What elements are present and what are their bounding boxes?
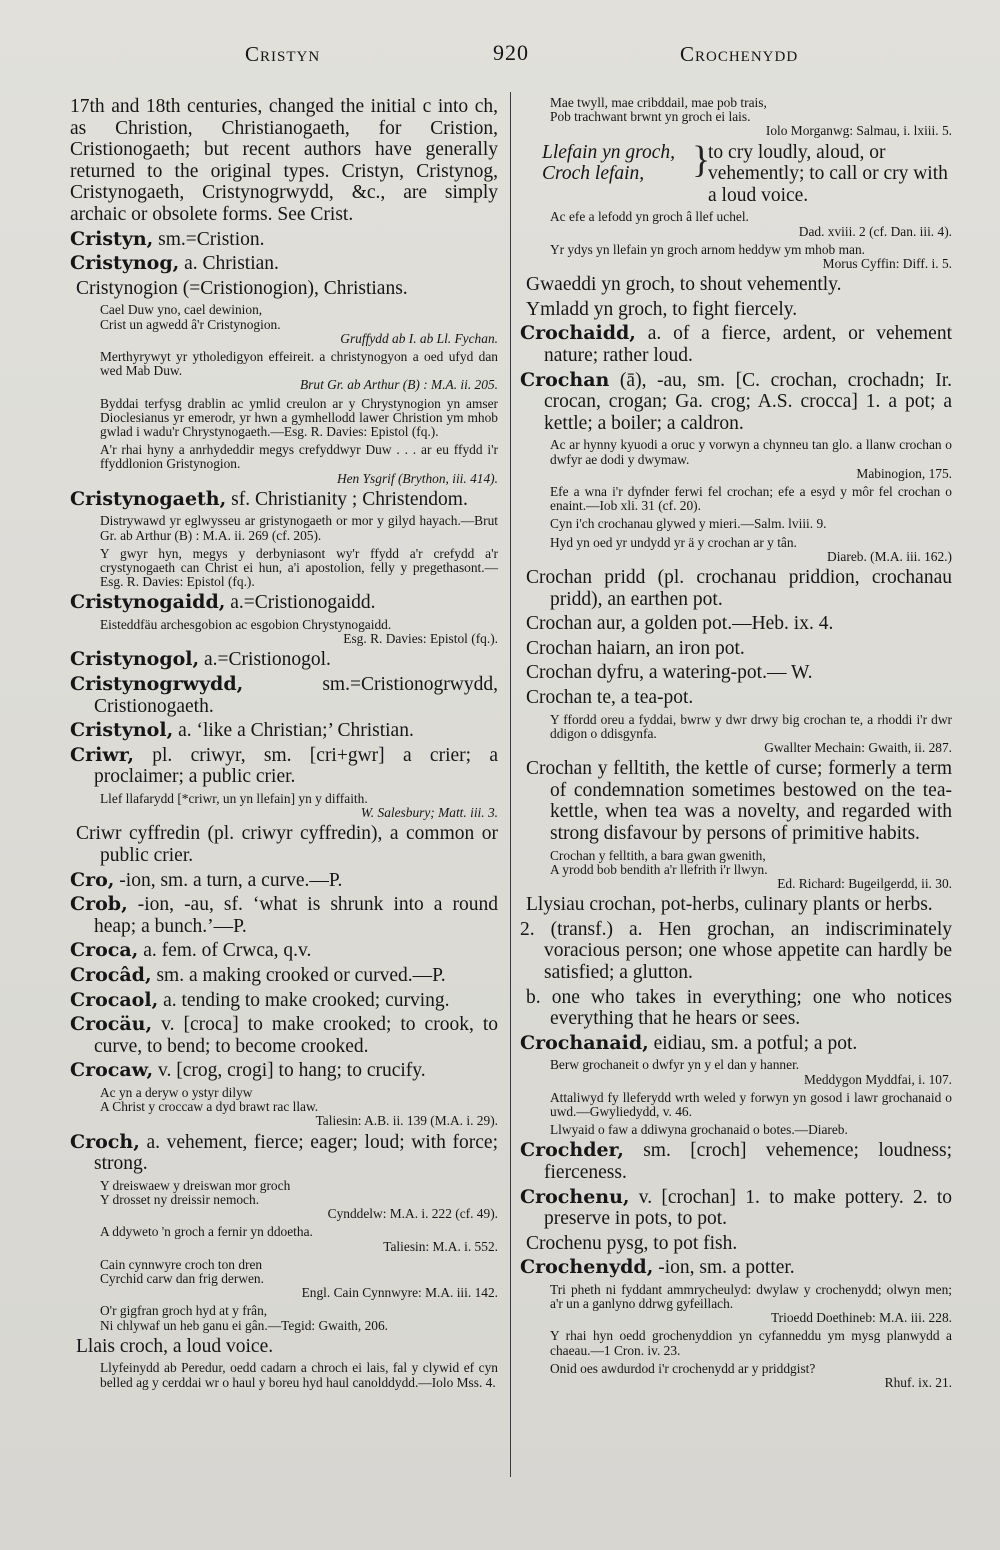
definition: sm.=Cristion.	[158, 228, 265, 250]
headword: Cristynog,	[70, 252, 180, 275]
definition: v. [crog, crogi] to hang; to crucify.	[157, 1060, 426, 1082]
subentry: Crochan dyfru, a watering-pot.— W.	[526, 662, 813, 684]
definition: a. of a fierce, ardent, or vehement nature; rather loud.	[544, 323, 952, 366]
headword: Crochanaid,	[520, 1031, 649, 1054]
citation-source: Iolo Morganwg: Salmau, i. lxiii. 5.	[765, 123, 952, 139]
citation-source: Dad. xviii. 2 (cf. Dan. iii. 4).	[798, 223, 952, 239]
citation: Ac ar hynny kyuodi a oruc y vorwyn a chynneu tan glo. a llanw crochan o dwfyr ae dodi y dwymaw. Mabinogion, 175.	[550, 437, 952, 481]
entry	[70, 990, 498, 1012]
citation: Cael Duw yno, cael dewinion, Crist un agwedd â'r Cristynogion. Gruffydd ab I. ab Ll. Fychan.	[100, 302, 498, 346]
subentry: Crochan haiarn, an iron pot.	[526, 637, 745, 659]
citation: Attaliwyd fy lleferydd wrth weled y forwyn yn gosod i lawr grochanaid o uwd.—Gwyliedydd, v. 46.	[550, 1089, 952, 1119]
citation: Eisteddfäu archesgobion ac esgobion Chrystynogaidd. Esg. R. Davies: Epistol (fq.).	[100, 616, 498, 647]
subentry: Crochan y felltith, the kettle of curse; formerly a term of condemnation sometimes bestowed on the tea-kettle, when tea was a novelty, and regarded with strong disfavour by persons of primitive habits.	[526, 758, 952, 844]
entry	[520, 370, 952, 435]
headword: Cristynogrwydd,	[70, 672, 244, 695]
citation: A'r rhai hyny a anrhydeddir megys crefyddwyr Duw . . . ar eu ffydd i'r ffyddlonion Gristynogion. Hen Ysgrif (Brython, iii. 414).	[100, 442, 498, 486]
headword: Crochenydd,	[520, 1256, 654, 1279]
headword: Crochder,	[520, 1139, 624, 1162]
citation: Cyn i'ch crochanau glywed y mieri.—Salm. lviii. 9.	[550, 516, 827, 532]
citation-source: Taliesin: M.A. i. 552.	[383, 1238, 498, 1254]
running-header	[0, 38, 1000, 78]
entry	[70, 720, 498, 742]
citation: Y dreiswaew y dreiswan mor groch Y drosset ny dreissir nemoch. Cynddelw: M.A. i. 222 (cf. 49).	[100, 1177, 498, 1222]
headword: Crochaidd,	[520, 322, 636, 345]
subentry: Crochan te, a tea-pot.	[526, 686, 694, 708]
headword: Crocaol,	[70, 988, 159, 1011]
definition: -ion, -au, sf. ‘what is shrunk into a round heap; a bunch.’—P.	[94, 894, 498, 937]
citation: Y ffordd oreu a fyddai, bwrw y dwr drwy big crochan te, a rhoddi i'r dwr ddigon o ddisgynfa. Gwallter Mechain: Gwaith, ii. 287.	[550, 711, 952, 755]
definition: a.=Cristionogol.	[204, 649, 331, 671]
lettered-sense: b. one who takes in everything; one who notices everything that he hears or sees.	[526, 986, 952, 1030]
headword: Cristynogaidd,	[70, 591, 226, 614]
definition: sm. [croch] vehemence; loudness; fierceness.	[544, 1140, 953, 1183]
citation: Ac yn a deryw o ystyr dilyw A Christ y croccaw a dyd brawt rac llaw. Taliesin: A.B. ii. 139 (M.A. i. 29).	[100, 1084, 498, 1129]
headword: Crochenu,	[520, 1185, 630, 1208]
definition: eidiau, sm. a potful; a pot.	[653, 1032, 858, 1054]
entry	[70, 965, 498, 987]
entry	[70, 229, 498, 251]
definition: a. ‘like a Christian;’ Christian.	[178, 720, 414, 742]
headword: Cristynol,	[70, 719, 174, 742]
definition: -ion, sm. a turn, a curve.—P.	[119, 869, 343, 891]
entry	[520, 1140, 952, 1183]
entry	[70, 745, 498, 788]
header-left-guideword: Cristyn	[245, 42, 321, 66]
bracketed-subentry	[520, 138, 952, 207]
citation: Distrywawd yr eglwysseu ar gristynogaeth or mor y gilyd hayach.—Brut Gr. ab Arthur (B) : M.A. ii. 269 (cf. 205).	[100, 513, 498, 543]
citation: Llwyaid o faw a ddiwyna grochanaid o botes.—Diareb.	[550, 1122, 848, 1138]
headword: Croca,	[70, 939, 139, 962]
headword: Crocâd,	[70, 963, 152, 986]
entry	[520, 1187, 952, 1230]
definition: sm. a making crooked or curved.—P.	[156, 964, 446, 986]
subentry: Crochenu pysg, to pot fish.	[526, 1232, 738, 1254]
citation: Y rhai hyn oedd grochenyddion yn cyfanneddu ym mysg planwydd a chaeau.—1 Cron. iv. 23.	[550, 1328, 952, 1358]
citation-source: Diareb. (M.A. iii. 162.)	[827, 548, 952, 564]
citation-source: Esg. R. Davies: Epistol (fq.).	[343, 631, 498, 647]
definition: v. [crochan] 1. to make pottery. 2. to preserve in pots, to pot.	[544, 1186, 952, 1230]
headword: Crocäu,	[70, 1013, 153, 1036]
citation: Berw grochaneit o dwfyr yn y el dan y hanner. Meddygon Myddfai, i. 107.	[550, 1057, 952, 1087]
header-right-guideword: Crochenydd	[680, 42, 799, 66]
entry	[70, 870, 498, 892]
headword: Cristynogaeth,	[70, 487, 227, 510]
headword: Cristynogol,	[70, 648, 200, 671]
citation: O'r gigfran groch hyd at y frân, Ni chlywaf un heb ganu ei gân.—Tegid: Gwaith, 206.	[100, 1303, 389, 1333]
brace-icon: }	[692, 138, 711, 181]
citation-source: Gwallter Mechain: Gwaith, ii. 287.	[764, 739, 952, 755]
citation-source: W. Salesbury; Matt. iii. 3.	[360, 805, 498, 821]
definition: a. fem. of Crwca, q.v.	[143, 940, 312, 962]
entry	[70, 253, 498, 275]
entry	[70, 649, 498, 671]
definition: sf. Christianity ; Christendom.	[231, 488, 468, 510]
citation-source: Gruffydd ab I. ab Ll. Fychan.	[340, 330, 498, 346]
definition: -ion, sm. a potter.	[658, 1257, 795, 1279]
entry	[70, 489, 498, 511]
citation-source: Trioedd Doethineb: M.A. iii. 228.	[770, 1310, 952, 1326]
citation-source: Cynddelw: M.A. i. 222 (cf. 49).	[327, 1206, 498, 1222]
right-column	[520, 96, 952, 1390]
definition: pl. criwyr, sm. [cri+gwr] a crier; a proclaimer; a public crier.	[94, 744, 498, 788]
citation-source: Rhuf. ix. 21.	[884, 1375, 952, 1391]
citation-source: Engl. Cain Cynnwyre: M.A. iii. 142.	[301, 1285, 498, 1301]
citation-source: Morus Cyffin: Diff. i. 5.	[822, 256, 952, 271]
citation: Llef llafarydd [*criwr, un yn llefain] yn y diffaith. W. Salesbury; Matt. iii. 3.	[100, 790, 498, 821]
definition: a. tending to make crooked; curving.	[163, 989, 450, 1011]
citation-source: Meddygon Myddfai, i. 107.	[803, 1071, 952, 1087]
citation: Merthyrywyt yr ytholedigyon effeireit. a christynogyon a oed ufyd dan wed Mab Duw. Brut Gr. ab Arthur (B) : M.A. ii. 205.	[100, 348, 498, 393]
entry	[70, 1132, 498, 1175]
subentry: Gwaeddi yn groch, to shout vehemently.	[526, 274, 842, 296]
citation: Crochan y felltith, a bara gwan gwenith, A yrodd bob bendith a'r llefrith i'r llwyn. Ed. Richard: Bugeilgerdd, ii. 30.	[550, 847, 952, 891]
intro-paragraph: 17th and 18th centuries, changed the initial c into ch, as Christion, Christianogaeth, for Cristion, Cristionogaeth; but recent authors have generally returned to the original types. Cristyn, Cristynog, Cristynogaeth, Cristynogrwydd, &c., are simply archaic or obsolete forms. See Crist.	[70, 96, 498, 225]
subentry: Llysiau crochan, pot-herbs, culinary plants or herbs.	[526, 894, 933, 916]
entry	[70, 894, 498, 937]
citation: Llyfeinydd ab Peredur, oedd cadarn a chroch ei lais, fal y clywid ef cyn belled ag y cerddai wr o haul y boreu hyd haul canolddydd.—Iolo Mss. 4.	[100, 1360, 498, 1390]
definition: (ā), -au, sm. [C. crochan, crochadn; Ir. crocan, crogan; Ga. crog; A.S. crocca] 1. a pot; a kettle; a boiler; a caldron.	[544, 369, 953, 434]
headword: Crochan	[520, 368, 610, 391]
definition: sm.=Cristionogrwydd, Cristionogaeth.	[94, 673, 498, 717]
entry	[70, 1060, 498, 1082]
subentry: Cristynogion (=Cristionogion), Christians.	[76, 277, 408, 299]
subentry: Criwr cyffredin (pl. criwyr cyffredin), a common or public crier.	[76, 823, 498, 866]
entry	[70, 940, 498, 962]
entry	[520, 1033, 952, 1055]
citation-source: Ed. Richard: Bugeilgerdd, ii. 30.	[777, 875, 952, 891]
citation: Cain cynnwyre croch ton dren Cyrchid carw dan frig derwen. Engl. Cain Cynnwyre: M.A. iii. 142.	[100, 1256, 498, 1301]
phrase: Croch lefain,	[542, 163, 645, 185]
citation: Tri pheth ni fyddant ammrycheulyd: dwylaw y crochenydd; olwyn men; a'r un a ganlyno ddrwg gyfeillach. Trioedd Doethineb: M.A. iii. 228.	[550, 1281, 952, 1326]
definition: v. [croca] to make crooked; to crook, to curve, to bend; to become crooked.	[94, 1014, 499, 1057]
numbered-sense: 2. (transf.) a. Hen grochan, an indiscriminately voracious person; one whose appetite can hardly be satisfied; a glutton.	[520, 918, 952, 983]
headword: Croch,	[70, 1130, 140, 1153]
phrase: Llefain yn groch,	[542, 141, 676, 163]
entry	[70, 674, 498, 717]
definition: to cry loudly, aloud, or vehemently; to call or cry with a loud voice.	[708, 141, 948, 206]
citation-source: Taliesin: A.B. ii. 139 (M.A. i. 29).	[315, 1113, 498, 1129]
citation: Yr ydys yn llefain yn groch arnom heddyw ym mhob man. Morus Cyffin: Diff. i. 5.	[550, 241, 952, 271]
subentry: Ymladd yn groch, to fight fiercely.	[526, 298, 798, 320]
headword: Crocaw,	[70, 1059, 154, 1082]
citation: Y gwyr hyn, megys y derbyniasont wy'r ffydd a'r crefydd a'r crystynogaeth can Christ ei hun, a'i apostolion, felly y pregethasont.—Esg. R. Davies: Epistol (fq.).	[100, 545, 498, 590]
citation: Ac efe a lefodd yn groch â llef uchel. Dad. xviii. 2 (cf. Dan. iii. 4).	[550, 209, 952, 239]
headword: Crob,	[70, 893, 128, 916]
citation: Efe a wna i'r dyfnder ferwi fel crochan; efe a esyd y môr fel crochan o enaint.—Iob xli. 31 (cf. 20).	[550, 483, 952, 514]
headword: Criwr,	[70, 743, 134, 766]
entry	[520, 323, 952, 366]
entry	[520, 1257, 952, 1279]
page-number: 920	[493, 40, 529, 65]
column-divider	[510, 92, 511, 1477]
citation-source: Hen Ysgrif (Brython, iii. 414).	[336, 470, 498, 486]
citation-source: Brut Gr. ab Arthur (B) : M.A. ii. 205.	[299, 377, 498, 393]
citation: Hyd yn oed yr undydd yr ä y crochan ar y tân. Diareb. (M.A. iii. 162.)	[550, 534, 952, 564]
headword: Cro,	[70, 868, 115, 891]
citation: Onid oes awdurdod i'r crochenydd ar y priddgist? Rhuf. ix. 21.	[550, 1360, 952, 1391]
definition: a. vehement, fierce; eager; loud; with force; strong.	[94, 1131, 498, 1175]
entry	[70, 1014, 498, 1057]
subentry: Llais croch, a loud voice.	[76, 1335, 274, 1357]
definition: a. Christian.	[184, 253, 279, 275]
subentry: Crochan pridd (pl. crochanau priddion, crochanau pridd), an earthen pot.	[526, 566, 952, 610]
definition: a.=Cristionogaidd.	[230, 592, 376, 614]
citation-source: Mabinogion, 175.	[856, 465, 952, 481]
subentry: Crochan aur, a golden pot.—Heb. ix. 4.	[526, 613, 834, 635]
citation: Mae twyll, mae cribddail, mae pob trais, Pob trachwant brwnt yn groch ei lais. Iolo Morganwg: Salmau, i. lxiii. 5.	[550, 95, 952, 139]
citation: Byddai terfysg drablin ac ymlid creulon ar y Chrystynogion yn amser Dioclesianus yr emerodr, yr hwn a gymhellodd lawer Christion ym mhob gwlad i wadu'r Chrystynogaeth.—Esg. R. Davies: Epistol (fq.).	[100, 395, 498, 439]
headword: Cristyn,	[70, 227, 154, 250]
left-column	[70, 96, 498, 1390]
citation: A ddyweto 'n groch a fernir yn ddoetha. Taliesin: M.A. i. 552.	[100, 1224, 498, 1254]
entry	[70, 592, 498, 614]
